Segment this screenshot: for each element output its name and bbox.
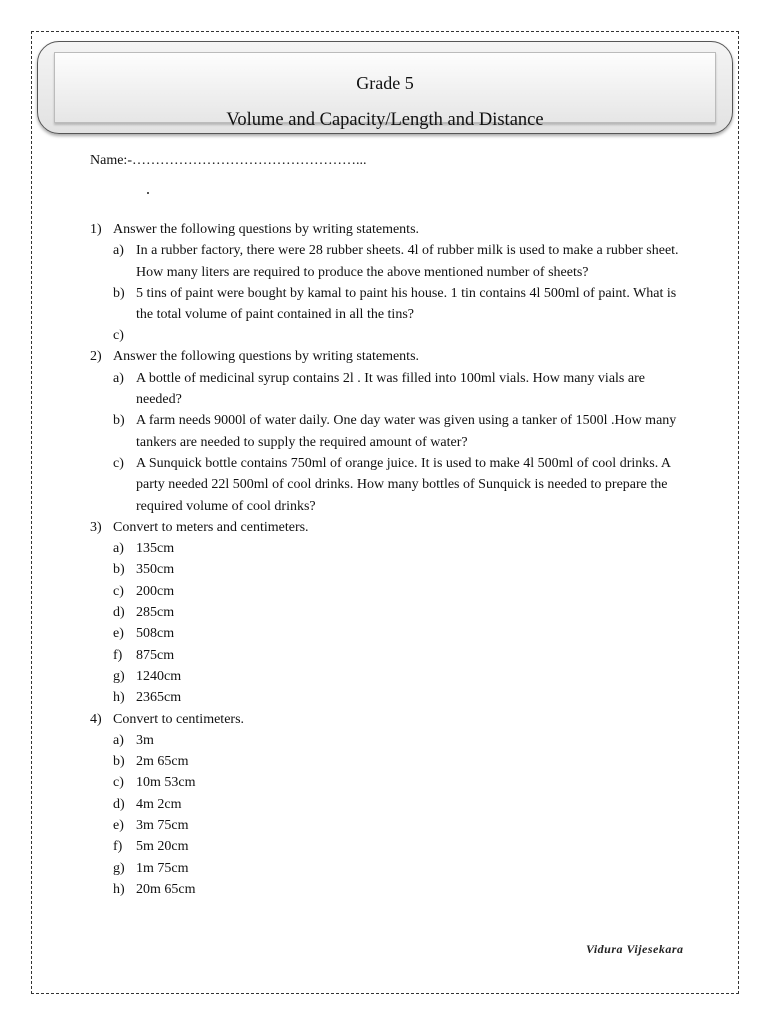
question-item <box>113 751 690 772</box>
question-list <box>90 219 690 900</box>
item-text: 4m 2cm <box>136 796 182 812</box>
item-text: 508cm <box>136 626 175 642</box>
item-label: b) <box>113 754 125 770</box>
question-number: 4) <box>90 711 102 727</box>
item-label: f) <box>113 647 123 663</box>
item-label: c) <box>113 775 124 791</box>
item-label: a) <box>113 243 124 259</box>
item-label: g) <box>113 668 125 684</box>
item-text <box>136 325 690 346</box>
question-item <box>113 879 690 900</box>
item-label: a) <box>113 370 124 386</box>
item-text: 20m 65cm <box>136 881 196 897</box>
item-label: b) <box>113 285 125 301</box>
question-number: 1) <box>90 222 102 237</box>
item-text: 3m 75cm <box>136 818 189 834</box>
header-banner <box>37 41 733 134</box>
question-item <box>113 283 690 326</box>
item-text: 3m <box>136 732 154 748</box>
item-text: 2m 65cm <box>136 754 189 770</box>
name-line: Name:-…………………………………………... <box>90 153 367 168</box>
question-item <box>113 368 690 411</box>
author-signature: Vidura Vijesekara <box>586 942 684 956</box>
item-text: 10m 53cm <box>136 775 196 791</box>
item-text: 350cm <box>136 562 175 578</box>
question-4 <box>90 709 690 901</box>
item-label: d) <box>113 796 125 812</box>
item-label: c) <box>113 583 124 599</box>
item-label: e) <box>113 626 124 642</box>
question-1 <box>90 219 690 346</box>
item-text: 875cm <box>136 647 175 663</box>
question-item <box>113 772 690 793</box>
stray-dot <box>147 192 149 194</box>
item-text: 135cm <box>136 541 175 557</box>
question-item <box>113 240 690 283</box>
question-item <box>113 602 690 623</box>
question-item <box>113 623 690 644</box>
item-text: 200cm <box>136 583 175 599</box>
question-item <box>113 794 690 815</box>
item-text: 5 tins of paint were bought by kamal to paint his house. 1 tin contains 4l 500ml of paint. What is the total volume of paint contained in all the tins? <box>136 285 677 323</box>
question-item <box>113 858 690 879</box>
question-item <box>113 559 690 580</box>
item-text: 285cm <box>136 605 175 621</box>
question-item <box>113 581 690 602</box>
question-item <box>113 325 690 346</box>
item-text: In a rubber factory, there were 28 rubber sheets. 4l of rubber milk is used to make a rubber sheet. How many liters are required to produce the above mentioned number of sheets? <box>136 243 679 280</box>
item-text: 5m 20cm <box>136 839 189 855</box>
item-label: c) <box>113 328 124 344</box>
item-text: 2365cm <box>136 690 182 706</box>
question-item <box>113 815 690 836</box>
question-item <box>113 666 690 687</box>
question-item <box>113 836 690 857</box>
question-text: Convert to meters and centimeters. <box>113 519 309 535</box>
item-label: f) <box>113 839 123 855</box>
question-item <box>113 645 690 666</box>
item-label: c) <box>113 455 124 471</box>
question-item <box>113 730 690 751</box>
question-item <box>113 687 690 708</box>
item-label: g) <box>113 860 125 876</box>
item-label: e) <box>113 818 124 834</box>
item-text: A farm needs 9000l of water daily. One day water was given using a tanker of 1500l .How many tankers are needed to supply the required amount of water? <box>136 413 677 450</box>
question-number: 3) <box>90 519 102 535</box>
item-label: b) <box>113 413 125 429</box>
item-label: a) <box>113 541 124 557</box>
item-text: A Sunquick bottle contains 750ml of orange juice. It is used to make 4l 500ml of cool drinks. A party needed 22l 500ml of cool drinks. How many bottles of Sunquick is needed to prepare the required volume of cool drinks? <box>136 455 671 514</box>
item-label: h) <box>113 690 125 706</box>
question-text: Answer the following questions by writing statements. <box>113 222 420 237</box>
question-item <box>113 538 690 559</box>
item-text: 1240cm <box>136 668 182 684</box>
question-text: Answer the following questions by writing statements. <box>113 349 420 365</box>
item-text: A bottle of medicinal syrup contains 2l . It was filled into 100ml vials. How many vials are needed? <box>136 370 645 408</box>
grade-heading: Grade 5 <box>356 73 414 93</box>
question-text: Convert to centimeters. <box>113 711 245 727</box>
item-label: b) <box>113 562 125 578</box>
item-label: d) <box>113 605 125 621</box>
question-2 <box>90 346 690 516</box>
item-label: a) <box>113 732 124 748</box>
item-label: h) <box>113 881 125 897</box>
worksheet-title: Volume and Capacity/Length and Distance <box>226 110 544 130</box>
question-3 <box>90 517 690 709</box>
question-item <box>113 453 690 517</box>
question-number: 2) <box>90 349 102 365</box>
item-text: 1m 75cm <box>136 860 189 876</box>
header-inner-panel <box>54 52 716 130</box>
question-item <box>113 410 690 453</box>
